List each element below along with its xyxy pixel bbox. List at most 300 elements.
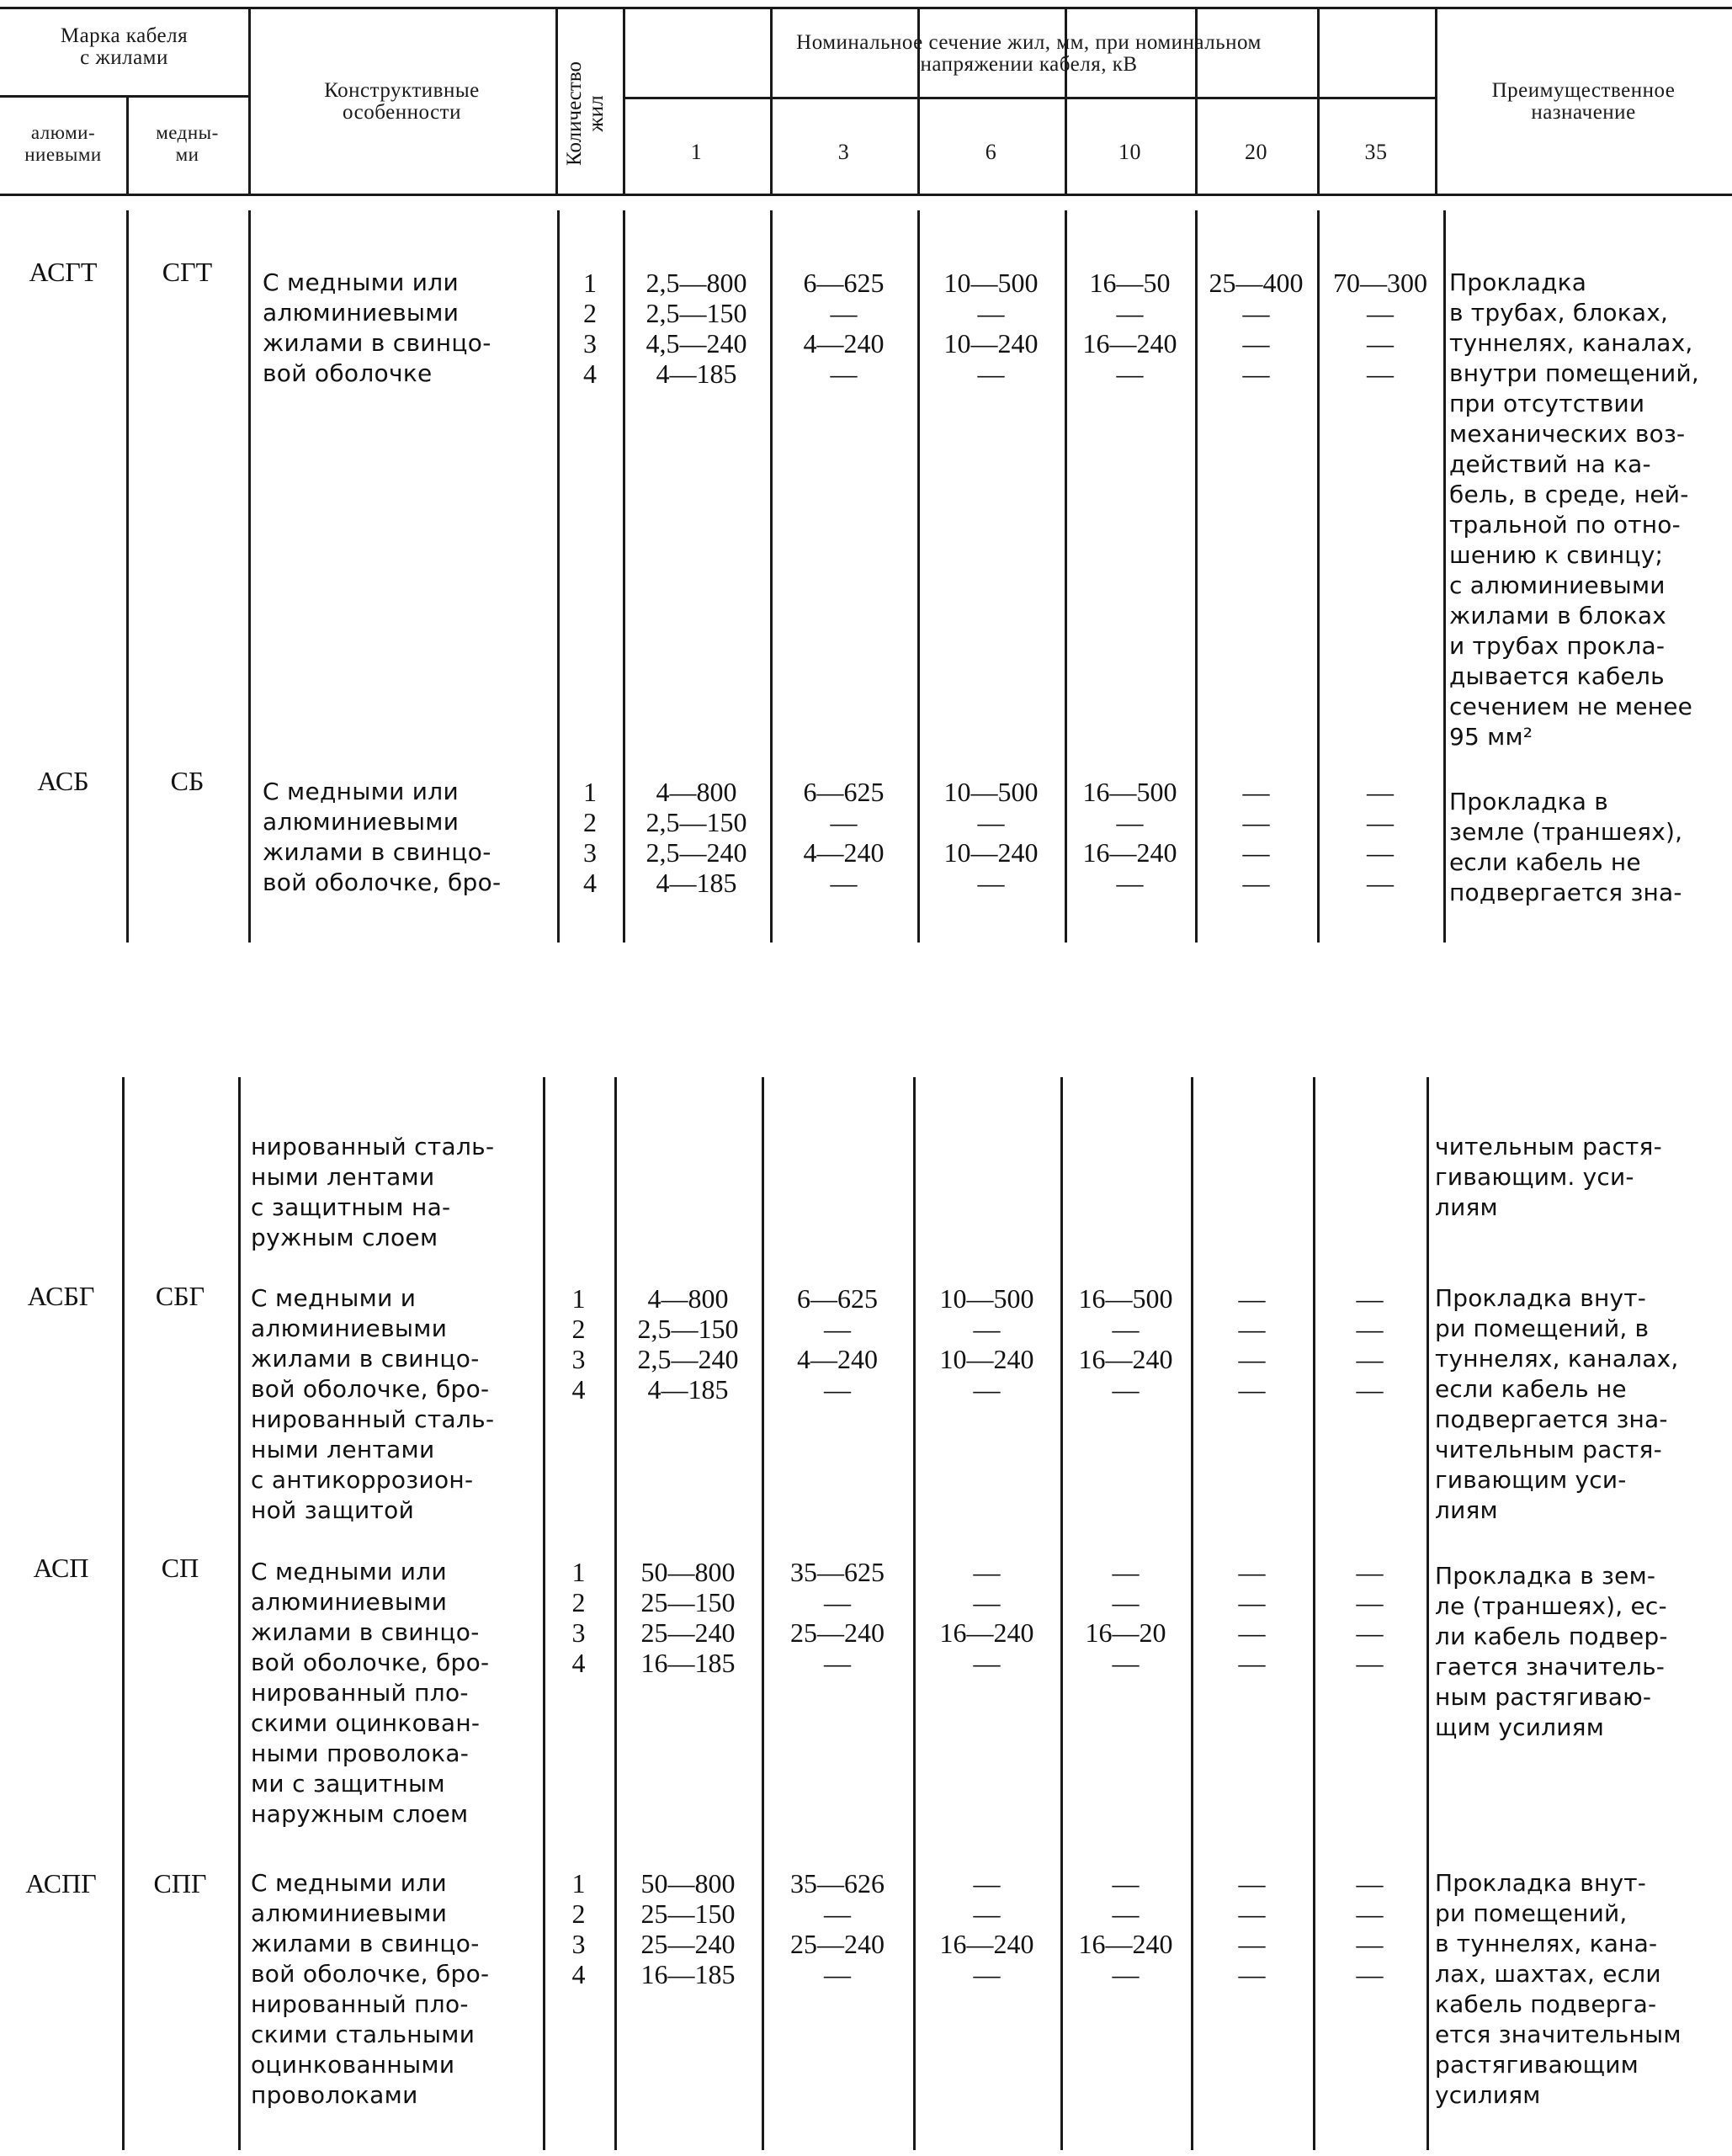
text-line: — [1112,1648,1140,1678]
brand-alum: АСГТ [29,257,98,287]
text-line: вой оболочке, бро- [263,868,502,896]
text-line: ется значительным [1435,2021,1682,2048]
text-line: 3 [571,1617,586,1648]
text-line: земле (траншеях), [1449,818,1683,846]
text-line: 10—500 [943,268,1039,298]
text-line: 16—240 [1078,1929,1173,1959]
text-line: 16—500 [1082,777,1177,807]
purpose-header [1435,80,1732,124]
text-line: — [824,1587,851,1617]
section-cell-v35 [1313,1557,1427,1678]
text-line: с защитным на- [251,1193,451,1221]
text-line: ными лентами [251,1163,435,1191]
text-line: и трубах прокла- [1449,632,1666,660]
text-line: Конструктивные [324,79,480,102]
text-line: 2,5—800 [646,268,747,298]
text-line: 16—50 [1089,268,1171,298]
text-line: 16—20 [1085,1617,1166,1648]
text-line: — [1367,868,1394,898]
text-line: — [824,1648,851,1678]
text-line: — [1238,1314,1266,1344]
text-line: 95 мм² [1449,723,1533,751]
text-line: — [1356,1344,1384,1374]
section-cell-v6 [913,1283,1060,1405]
text-line: скими оцинкован- [251,1709,481,1737]
section-cell-v35 [1313,1868,1427,1989]
text-line: 4—800 [647,1283,729,1314]
section-cell-v10 [1060,1868,1191,1989]
text-line: 1 [571,1283,586,1314]
text-line: жилами в свинцо- [263,838,491,866]
section-cell-v1 [614,1557,762,1678]
text-line: ными проволока- [251,1739,470,1767]
text-line: — [973,1648,1001,1678]
text-line: вой оболочке, бро- [251,1649,490,1676]
section-cell-v3 [762,1283,913,1405]
text-line: — [1112,1314,1140,1344]
text-line: 25—400 [1209,268,1304,298]
brand-header [0,25,248,69]
voltage-6: 6 [985,140,997,164]
construct-cell [251,1868,533,2111]
text-line: вой оболочке, бро- [251,1375,490,1403]
text-line: 25—150 [640,1587,736,1617]
text-line: 2,5—240 [637,1344,739,1374]
text-line: — [1238,1374,1266,1405]
section-cell-v20 [1195,268,1317,389]
text-line: 25—150 [640,1898,736,1929]
text-line: 2 [571,1587,586,1617]
construct-cell [263,268,534,389]
text-line: — [1238,1898,1266,1929]
text-line: 6—625 [803,777,885,807]
core-count-cell [543,1868,614,1989]
text-line: оцинкованными [251,2051,455,2079]
brand-subheader-rule [0,95,248,98]
text-line: 2 [571,1898,586,1929]
text-line: туннелях, каналах, [1449,329,1693,357]
section-cell-v10 [1060,1557,1191,1678]
text-line: в туннелях, кана- [1435,1930,1658,1957]
section-cell-v35 [1317,268,1443,389]
text-line: напряжении кабеля, кВ [920,53,1138,76]
text-line: 4 [583,868,597,898]
text-line: жилами в свинцо- [251,1930,480,1957]
text-line: лах, шахтах, если [1435,1960,1661,1988]
text-line: — [1356,1898,1384,1929]
brand-alum: АСП [33,1553,89,1583]
text-line: особенности [343,101,461,124]
text-line: действий на ка- [1449,450,1651,478]
text-line: — [977,298,1005,328]
text-line: бель, в среде, ней- [1449,481,1689,508]
section-cell-v3 [770,268,917,389]
text-line: — [1116,868,1144,898]
column-rule [555,7,558,194]
text-line: — [1238,1648,1266,1678]
text-line: — [1112,1868,1140,1898]
text-line: С медными или [263,268,459,296]
text-line: шению к свинцу; [1449,541,1664,569]
construct-header [248,80,555,124]
section-cell-v35 [1317,777,1443,898]
text-line: 3 [583,328,597,358]
text-line: 16—240 [939,1617,1034,1648]
brand-copper: СГТ [162,257,213,287]
text-line: 4—185 [656,868,737,898]
text-line: — [1242,807,1270,837]
brand-copper: СБ [170,766,205,796]
text-line: — [973,1557,1001,1587]
text-line: 35—625 [790,1557,885,1587]
text-line: 3 [571,1929,586,1959]
text-line: — [977,358,1005,389]
text-line: С медными и [251,1284,417,1312]
column-rule [1427,1077,1429,2150]
column-rule [122,1077,125,2150]
text-line: — [973,1587,1001,1617]
text-line: — [824,1374,851,1405]
core-count-cell [557,268,623,389]
text-line: 2,5—150 [637,1314,739,1344]
text-line: 25—240 [790,1929,885,1959]
text-line: — [1356,1648,1384,1678]
voltage-35: 35 [1364,140,1388,164]
text-line: — [824,1898,851,1929]
text-line: — [1356,1374,1384,1405]
text-line: 25—240 [640,1617,736,1648]
text-line: алюминиевыми [263,299,460,327]
purpose-cell [1435,1561,1725,1743]
text-line: ными лентами [251,1436,435,1463]
text-line: 4—800 [656,777,737,807]
text-line: ри помещений, [1435,1899,1628,1927]
text-line: алюминиевыми [251,1588,448,1616]
text-line: ной защитой [251,1496,415,1524]
section-cell-v1 [623,268,770,389]
text-line: жилами в блоках [1449,602,1667,629]
text-line: ружным слоем [251,1224,438,1251]
text-line: Прокладка [1449,268,1587,296]
brand-alum: АСБ [37,766,89,796]
text-line: дывается кабель [1449,662,1665,690]
text-line: Номинальное сечение жил, мм, при номинальном [796,31,1262,54]
voltage-20: 20 [1245,140,1267,164]
text-line: жилами в свинцо- [263,329,491,357]
text-line: механических воз- [1449,420,1686,448]
text-line: — [973,1374,1001,1405]
section-cell-v20 [1191,1557,1313,1678]
text-line: гивающим. уси- [1435,1163,1634,1191]
text-line: — [1112,1557,1140,1587]
text-line: С медными или [251,1558,447,1585]
text-line: 4 [571,1648,586,1678]
text-line: медны- [156,122,219,143]
text-line: Прокладка в зем- [1435,1562,1656,1590]
construct-cell-continued [251,1132,533,1253]
text-line: — [824,1314,851,1344]
core-count-cell [543,1283,614,1405]
section-cell-v6 [917,777,1065,898]
header-bottom-rule [0,194,1732,196]
text-line: 16—240 [1082,328,1177,358]
text-line: — [1356,1868,1384,1898]
text-line: — [1367,837,1394,868]
text-line: внутри помещений, [1449,359,1699,387]
text-line: скими стальными [251,2021,476,2048]
text-line: 4—240 [803,328,885,358]
text-line: — [1242,358,1270,389]
text-line: нированный сталь- [251,1405,495,1433]
purpose-cell [1435,1868,1725,2111]
section-header [623,32,1435,76]
section-cell-v3 [770,777,917,898]
text-line: — [830,868,858,898]
text-line: проволоками [251,2081,418,2109]
text-line: чительным растя- [1435,1436,1662,1463]
text-line: тральной по отно- [1449,511,1681,539]
text-line: — [1356,1314,1384,1344]
text-line: — [1356,1929,1384,1959]
construct-cell [263,777,534,898]
text-line: Марка кабеля [60,24,189,47]
text-line: жилами в свинцо- [251,1345,480,1373]
text-line: — [824,1959,851,1989]
text-line: — [1112,1587,1140,1617]
section-cell-v10 [1065,268,1195,389]
text-line: Прокладка внут- [1435,1869,1647,1897]
text-line: сечением не менее [1449,693,1693,720]
section-cell-v6 [917,268,1065,389]
brand-alum: АСПГ [25,1868,97,1898]
text-line: с антикоррозион- [251,1466,474,1494]
copper-header [126,122,248,166]
brand-alum: АСБГ [27,1281,95,1311]
text-line: С медными или [263,778,459,805]
text-line: если кабель не [1449,848,1641,876]
text-line: усилиям [1435,2081,1541,2109]
text-line: — [1242,298,1270,328]
text-line: — [1116,807,1144,837]
text-line: при отсутствии [1449,390,1645,417]
text-line: 4 [571,1959,586,1989]
text-line: — [973,1868,1001,1898]
text-line: 25—240 [790,1617,885,1648]
text-line: 50—800 [640,1868,736,1898]
text-line: лиям [1435,1193,1498,1221]
text-line: — [973,1959,1001,1989]
brand-copper: СБГ [155,1281,205,1311]
text-line: 35—626 [790,1868,885,1898]
count-header [564,46,614,181]
text-line: гается значитель- [1435,1653,1666,1681]
text-line: — [977,868,1005,898]
text-line: нированный пло- [251,1990,469,2018]
text-line: С медными или [251,1869,447,1897]
text-line: — [1238,1283,1266,1314]
voltage-1: 1 [690,140,703,164]
section-cell-v1 [623,777,770,898]
construct-cell [251,1283,533,1526]
text-line: 16—185 [640,1959,736,1989]
text-line: ли кабель подвер- [1435,1622,1668,1650]
text-line: жил [585,95,608,132]
text-line: 2 [571,1314,586,1344]
column-rule [248,210,251,943]
text-line: — [1238,1557,1266,1587]
text-line: 4—185 [656,358,737,389]
text-line: кабель подверга- [1435,1990,1657,2018]
column-rule [126,210,129,943]
text-line: — [830,298,858,328]
section-cell-v10 [1060,1283,1191,1405]
text-line: 4 [571,1374,586,1405]
voltage-subheader-rule [623,97,1435,99]
text-line: 10—500 [943,777,1039,807]
text-line: 4 [583,358,597,389]
section-cell-v20 [1191,1868,1313,1989]
text-line: 4,5—240 [646,328,747,358]
text-line: с алюминиевыми [1449,571,1666,599]
text-line: вой оболочке [263,359,433,387]
text-line: 3 [583,837,597,868]
text-line: 10—240 [943,328,1039,358]
table-top-rule [0,7,1732,9]
text-line: — [1356,1959,1384,1989]
text-line: 50—800 [640,1557,736,1587]
column-rule [1443,210,1446,943]
text-line: туннелях, каналах, [1435,1345,1679,1373]
section-cell-v10 [1065,777,1195,898]
text-line: нированный сталь- [251,1133,495,1160]
text-line: Прокладка внут- [1435,1284,1647,1312]
text-line: 16—185 [640,1648,736,1678]
text-line: жилами в свинцо- [251,1618,480,1646]
text-line: — [1238,1959,1266,1989]
text-line: — [1356,1557,1384,1587]
text-line: 1 [583,777,597,807]
text-line: с жилами [80,46,168,69]
text-line: — [1356,1587,1384,1617]
text-line: — [1112,1374,1140,1405]
text-line: 1 [571,1868,586,1898]
section-cell-v1 [614,1283,762,1405]
text-line: 1 [583,268,597,298]
text-line: — [830,807,858,837]
text-line: в трубах, блоках, [1449,299,1669,327]
text-line: — [1367,328,1394,358]
text-line: лиям [1435,1496,1498,1524]
text-line: — [1367,358,1394,389]
text-line: — [1116,358,1144,389]
text-line: растягивающим [1435,2051,1639,2079]
text-line: вой оболочке, бро- [251,1960,490,1988]
section-cell-v3 [762,1868,913,1989]
text-line: нированный пло- [251,1679,469,1707]
section-cell-v6 [913,1557,1060,1678]
section-cell-v20 [1191,1283,1313,1405]
core-count-cell [557,777,623,898]
text-line: 2,5—150 [646,807,747,837]
text-line: гивающим уси- [1435,1466,1627,1494]
text-line: — [1242,328,1270,358]
purpose-cell-continued [1435,1132,1725,1223]
section-cell-v6 [913,1868,1060,1989]
text-line: 16—240 [1078,1344,1173,1374]
section-cell-v3 [762,1557,913,1678]
brand-copper: СПГ [153,1868,207,1898]
column-rule [238,1077,241,2150]
text-line: алюми- [30,122,96,143]
purpose-cell [1449,268,1727,752]
text-line: — [1367,298,1394,328]
text-line: подвергается зна- [1435,1405,1668,1433]
text-line: — [1112,1959,1140,1989]
text-line: 4—240 [797,1344,878,1374]
text-line: ри помещений, в [1435,1314,1650,1342]
text-line: 70—300 [1333,268,1427,298]
brand-copper: СП [161,1553,199,1583]
text-line: 3 [571,1344,586,1374]
text-line: 1 [571,1557,586,1587]
text-line: 2,5—150 [646,298,747,328]
construct-cell [251,1557,533,1829]
text-line: ниевыми [24,144,102,165]
text-line: — [1242,777,1270,807]
text-line: 2 [583,807,597,837]
text-line: — [973,1898,1001,1929]
purpose-cell [1449,787,1727,908]
text-line: — [1238,1929,1266,1959]
text-line: щим усилиям [1435,1713,1605,1741]
text-line: 6—625 [797,1283,878,1314]
text-line: — [1367,777,1394,807]
core-count-cell [543,1557,614,1678]
text-line: — [1238,1617,1266,1648]
text-line: алюминиевыми [251,1314,448,1342]
text-line: — [1238,1344,1266,1374]
text-line: 2,5—240 [646,837,747,868]
voltage-3: 3 [837,140,850,164]
text-line: наружным слоем [251,1800,469,1828]
section-cell-v1 [614,1868,762,1989]
section-cell-v20 [1195,777,1317,898]
text-line: — [1116,298,1144,328]
text-line: — [1112,1898,1140,1929]
text-line: алюминиевыми [263,808,460,836]
purpose-cell [1435,1283,1725,1526]
text-line: 16—240 [939,1929,1034,1959]
text-line: подвергается зна- [1449,879,1682,906]
text-line: 25—240 [640,1929,736,1959]
text-line: Преимущественное [1491,79,1676,102]
text-line: — [1238,1587,1266,1617]
text-line: — [977,807,1005,837]
text-line: алюминиевыми [251,1899,448,1927]
text-line: если кабель не [1435,1375,1627,1403]
alum-header [0,122,126,166]
text-line: 4—240 [803,837,885,868]
text-line: 16—240 [1082,837,1177,868]
text-line: — [1356,1283,1384,1314]
text-line: ным растягиваю- [1435,1683,1652,1711]
text-line: 16—500 [1078,1283,1173,1314]
text-line: ми с защитным [251,1770,445,1798]
text-line: — [1242,868,1270,898]
text-line: чительным растя- [1435,1133,1662,1160]
text-line: ми [175,144,199,165]
text-line: — [1238,1868,1266,1898]
